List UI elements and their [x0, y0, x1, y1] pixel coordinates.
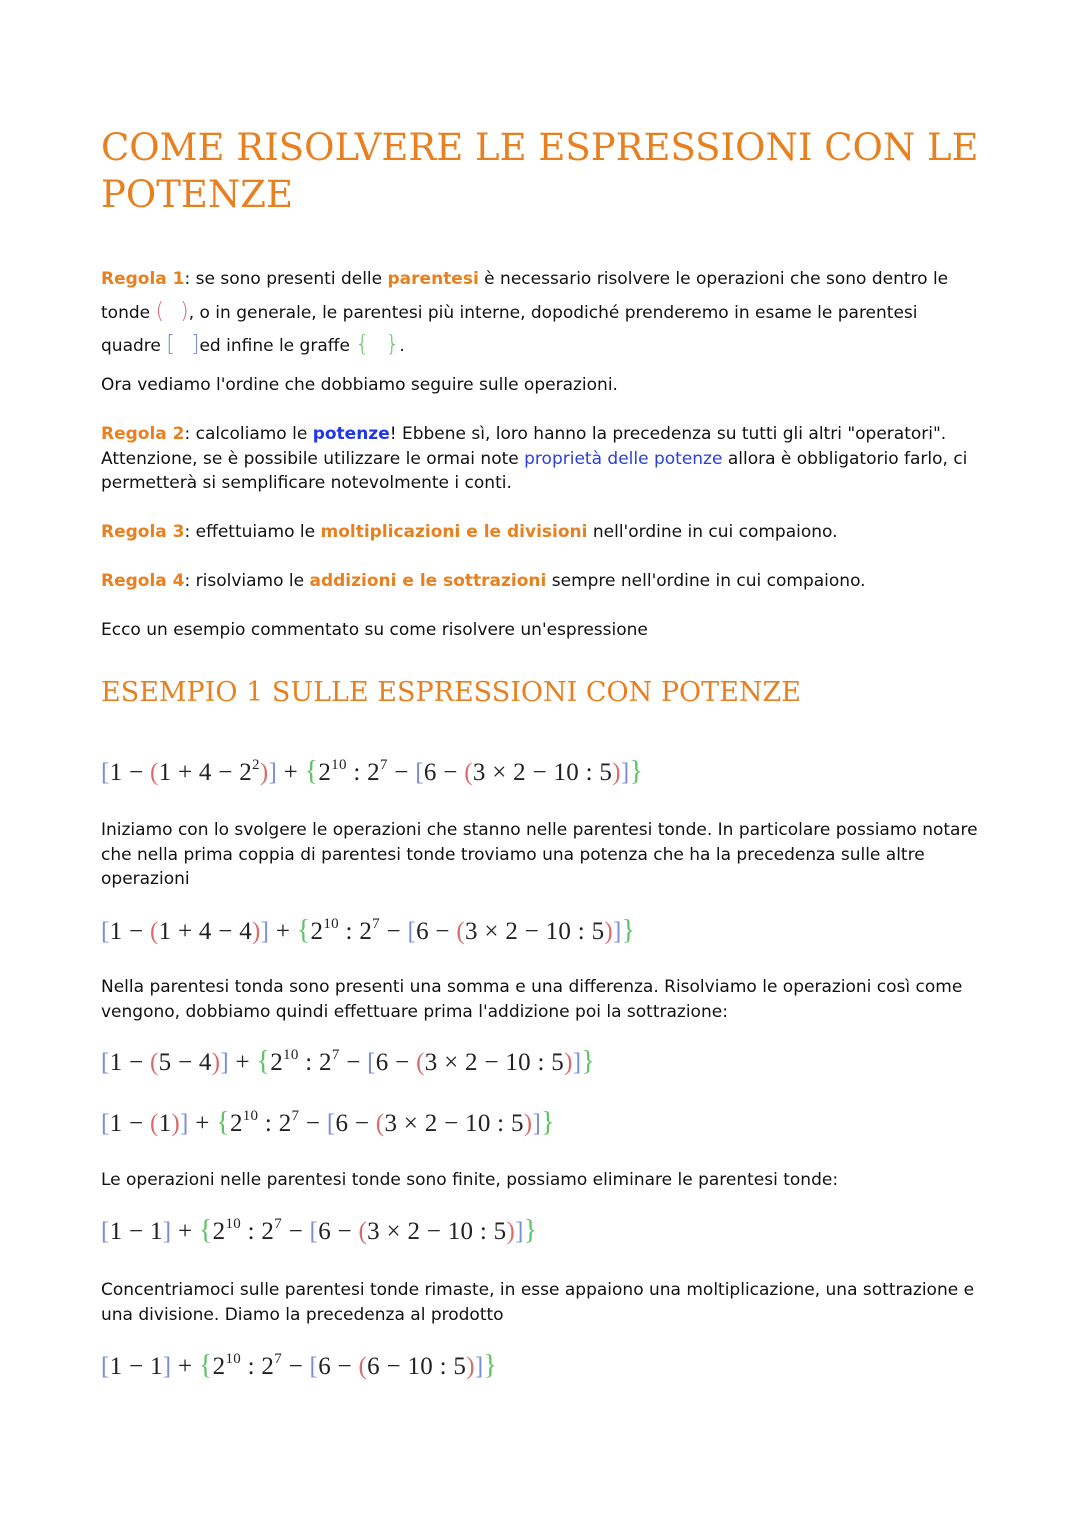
expression-step-3: $[1 - (5 - 4)] + \{2^{10}$ : $2^7 - [6 - (3 \times 2 - 10$ : 5)]}	[101, 1046, 596, 1077]
expression-step-4: $[1 - (1)] + \{2^{10}$ : $2^7 - [6 - (3 \times 2 - 10$ : 5)]}	[101, 1107, 555, 1138]
example-title: ESEMPIO 1 SULLE ESPRESSIONI CON POTENZE	[101, 677, 801, 708]
rule-4-label: Regola 4	[101, 571, 185, 591]
rule-2-label: Regola 2	[101, 424, 185, 444]
step-explanation-2: Nella parentesi tonda sono presenti una somma e una differenza. Risolviamo le operazioni così come vengono, dobbiamo quindi effettuare prima l'addizione poi la sottrazione:	[101, 977, 963, 1022]
keyword-molt-div: moltiplicazioni e le divisioni	[320, 522, 588, 542]
properties-link[interactable]: proprietà delle potenze	[524, 448, 723, 469]
rule-1-label: Regola 1	[101, 269, 185, 289]
page-title: COME RISOLVERE LE ESPRESSIONI CON LE POTENZE	[101, 126, 979, 216]
keyword-potenze: potenze	[312, 424, 390, 444]
expression-step-6: $[1 - 1] + \{2^{10}$ : $2^7 - [6 - (6 - 10$ : 5)]}	[101, 1350, 498, 1381]
rule-2: Regola 2: calcoliamo le potenze! Ebbene sì, loro hanno la precedenza su tutti gli altri "operatori". Attenzione, se è possibile utilizzare le ormai note proprietà delle potenze allora è obbligatorio farlo, ci permetterà si semplificare notevolmente i conti.	[101, 424, 968, 493]
step-explanation-1: Iniziamo con lo svolgere le operazioni che stanno nelle parentesi tonde. In particolare possiamo notare che nella prima coppia di parentesi tonde troviamo una potenza che ha la precedenza sulle altre operazioni	[101, 820, 978, 889]
rule-4: Regola 4: risolviamo le addizioni e le sottrazioni sempre nell'ordine in cui compaiono.	[101, 571, 866, 591]
step-explanation-4: Concentriamoci sulle parentesi tonde rimaste, in esse appaiono una moltiplicazione, una sottrazione e una divisione. Diamo la precedenza al prodotto	[101, 1280, 975, 1325]
round-brackets-glyph: ( )	[155, 298, 189, 324]
expression-step-2: $[1 - (1 + 4 - 4)] + \{2^{10}$ : $2^7 - [6 - (3 \times 2 - 10$ : 5)]}	[101, 915, 636, 946]
rule-3: Regola 3: effettuiamo le moltiplicazioni e le divisioni nell'ordine in cui compaiono.	[101, 522, 838, 542]
keyword-add-sott: addizioni e le sottrazioni	[309, 571, 547, 591]
expression-step-1: $[1 - (1 + 4 - 2^2)] + \{2^{10}$ : $2^7 - [6 - (3 \times 2 - 10$ : 5)]}	[101, 756, 644, 787]
rule-3-label: Regola 3	[101, 522, 185, 542]
square-brackets-glyph: [ ]	[166, 332, 200, 357]
example-intro: Ecco un esempio commentato su come risolvere un'espressione	[101, 620, 648, 640]
expression-step-5: $[1 - 1] + \{2^{10}$ : $2^7 - [6 - (3 \times 2 - 10$ : 5)]}	[101, 1215, 538, 1246]
curly-brackets-glyph: { }	[355, 332, 400, 357]
rule-1: Regola 1: se sono presenti delle parentesi è necessario risolvere le operazioni che sono dentro le tonde ( ), o in generale, le parentesi più interne, dopodiché prenderemo in esame le parentesi quadre [ ]ed infine le graffe { }.	[101, 264, 981, 363]
step-explanation-3: Le operazioni nelle parentesi tonde sono finite, possiamo eliminare le parentesi tonde:	[101, 1170, 839, 1190]
order-intro: Ora vediamo l'ordine che dobbiamo seguire sulle operazioni.	[101, 375, 618, 395]
keyword-parentesi: parentesi	[387, 269, 479, 289]
